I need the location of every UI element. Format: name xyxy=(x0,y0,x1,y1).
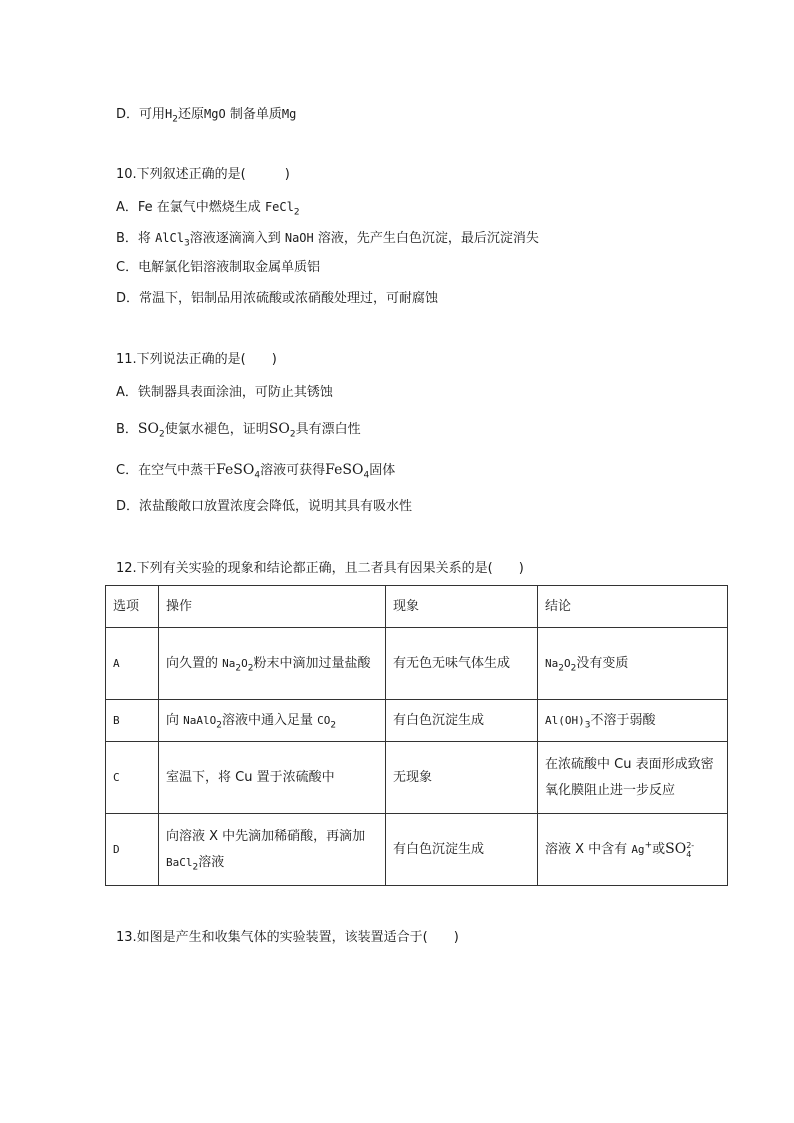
q11-option-d: D．浓盐酸敞口放置浓度会降低，说明其具有吸水性 xyxy=(116,499,413,514)
row-operation: 室温下，将 Cu 置于浓硫酸中 xyxy=(159,742,386,814)
q13-stem: 13.如图是产生和收集气体的实验装置，该装置适合于( ) xyxy=(116,930,459,945)
row-operation: 向溶液 X 中先滴加稀硝酸，再滴加 BaCl$_2$溶液 xyxy=(159,814,386,886)
header-operation: 操作 xyxy=(159,586,386,628)
q10-option-a: A．Fe 在氯气中燃烧生成 FeCl$_2$ xyxy=(116,200,300,218)
q10-option-d: D．常温下，铝制品用浓硫酸或浓硝酸处理过，可耐腐蚀 xyxy=(116,291,439,306)
row-phenomenon: 有白色沉淀生成 xyxy=(386,814,538,886)
q10-option-b: B．将 AlCl$_3$溶液逐滴滴入到 NaOH 溶液，先产生白色沉淀，最后沉淀消失 xyxy=(116,231,539,249)
row-option: B xyxy=(106,700,159,742)
table-row xyxy=(106,700,728,742)
row-phenomenon: 有白色沉淀生成 xyxy=(386,700,538,742)
table-row xyxy=(106,628,728,700)
row-option: D xyxy=(106,814,159,886)
q10-option-c: C．电解氯化铝溶液制取金属单质铝 xyxy=(116,260,321,275)
q10-stem: 10.下列叙述正确的是( ) xyxy=(116,167,290,182)
q11-option-b: B．$SO_2$使氯水褪色，证明$SO_2$具有漂白性 xyxy=(116,421,361,440)
header-phenomenon: 现象 xyxy=(386,586,538,628)
row-operation: 向久置的 $Na_2O_2$粉末中滴加过量盐酸 xyxy=(159,628,386,700)
experiment-table xyxy=(105,585,728,886)
row-conclusion: 在浓硫酸中 Cu 表面形成致密氧化膜阻止进一步反应 xyxy=(538,742,728,814)
row-phenomenon: 有无色无味气体生成 xyxy=(386,628,538,700)
table-row xyxy=(106,814,728,886)
q11-option-c: C．在空气中蒸干FeSO$_4$溶液可获得FeSO$_4$固体 xyxy=(116,462,396,481)
row-conclusion: 溶液 X 中含有 Ag+或SO 2- 4 xyxy=(538,814,728,886)
q12-stem: 12.下列有关实验的现象和结论都正确，且二者具有因果关系的是( ) xyxy=(116,561,524,576)
row-conclusion: $Al(OH)_3$不溶于弱酸 xyxy=(538,700,728,742)
row-conclusion: $Na_2O_2$没有变质 xyxy=(538,628,728,700)
q11-option-a: A．铁制器具表面涂油，可防止其锈蚀 xyxy=(116,385,333,400)
row-phenomenon: 无现象 xyxy=(386,742,538,814)
header-option: 选项 xyxy=(106,586,159,628)
row-option: A xyxy=(106,628,159,700)
header-conclusion: 结论 xyxy=(538,586,728,628)
table-header-row xyxy=(106,586,728,628)
table-row xyxy=(106,742,728,814)
row-operation: 向 NaAlO$_2$溶液中通入足量 $CO_2$ xyxy=(159,700,386,742)
q11-stem: 11.下列说法正确的是( ) xyxy=(116,352,277,367)
q9-option-d: D．可用$H_2$还原MgO 制备单质Mg xyxy=(116,107,297,125)
row-option: C xyxy=(106,742,159,814)
